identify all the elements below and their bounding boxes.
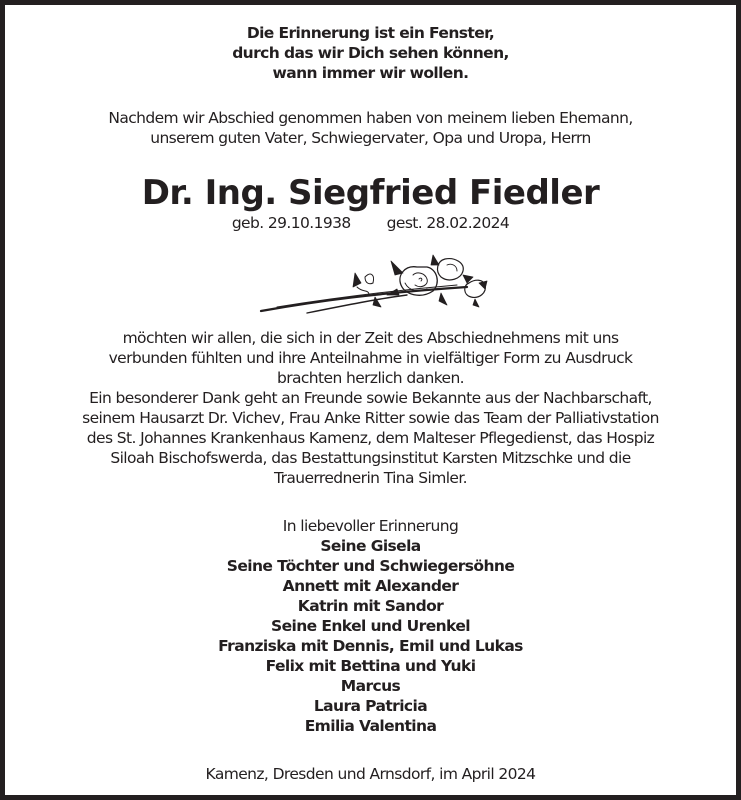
- thanks-line: seinem Hausarzt Dr. Vichev, Frau Anke Ritter sowie das Team der Palliativstation: [82, 409, 659, 427]
- intro-text: [5, 108, 736, 148]
- place-and-date: Kamenz, Dresden und Arnsdorf, im April 2024: [205, 765, 536, 783]
- intro-line: Nachdem wir Abschied genommen haben von meinem lieben Ehemann,: [108, 109, 633, 127]
- intro-line: unserem guten Vater, Schwiegervater, Opa und Uropa, Herrn: [150, 129, 591, 147]
- birth-date: geb. 29.10.1938: [231, 214, 351, 232]
- thanks-line: verbunden fühlten und ihre Anteilnahme in vielfältiger Form zu Ausdruck: [108, 349, 633, 367]
- thanks-line: möchten wir allen, die sich in der Zeit des Abschiednehmens mit uns: [122, 329, 619, 347]
- mourner-name: Seine Enkel und Urenkel: [271, 617, 470, 635]
- mourner-name: Laura Patricia: [313, 697, 428, 715]
- thanks-text: [5, 328, 736, 488]
- mourner-name: Katrin mit Sandor: [297, 597, 444, 615]
- mourner-name: Franziska mit Dennis, Emil und Lukas: [218, 637, 523, 655]
- death-date: gest. 28.02.2024: [386, 214, 510, 232]
- mourner-name: Felix mit Bettina und Yuki: [265, 657, 476, 675]
- mourners-intro: In liebevoller Erinnerung: [282, 517, 459, 535]
- thanks-line: brachten herzlich danken.: [276, 369, 465, 387]
- quote-line: Die Erinnerung ist ein Fenster,: [246, 24, 495, 42]
- thanks-line: Siloah Bischofswerda, das Bestattungsinstitut Karsten Mitzschke und die: [110, 449, 631, 467]
- quote-line: wann immer wir wollen.: [272, 64, 469, 82]
- mourners-list: [5, 516, 736, 736]
- thanks-line: des St. Johannes Krankenhaus Kamenz, dem Malteser Pflegedienst, das Hospiz: [86, 429, 655, 447]
- rose-illustration-icon: [257, 253, 497, 315]
- thanks-line: Trauerrednerin Tina Simler.: [273, 469, 468, 487]
- quote-line: durch das wir Dich sehen können,: [232, 44, 509, 62]
- memorial-quote: [5, 23, 736, 83]
- deceased-name: Dr. Ing. Siegfried Fiedler: [141, 173, 600, 213]
- mourner-name: Seine Gisela: [320, 537, 421, 555]
- mourner-name: Seine Töchter und Schwiegersöhne: [226, 557, 515, 575]
- mourner-name: Annett mit Alexander: [282, 577, 459, 595]
- mourner-name: Emilia Valentina: [304, 717, 437, 735]
- life-dates: [5, 213, 736, 233]
- thanks-line: Ein besonderer Dank geht an Freunde sowie Bekannte aus der Nachbarschaft,: [89, 389, 652, 407]
- mourner-name: Marcus: [340, 677, 401, 695]
